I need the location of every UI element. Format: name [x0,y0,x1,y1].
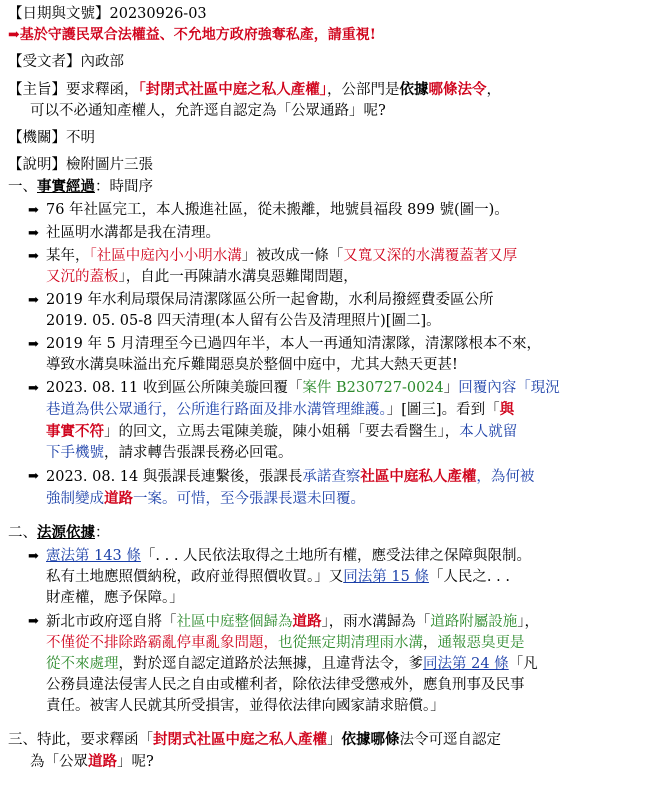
fact-6-line3 [46,421,659,443]
arrow-icon: ➡ [28,203,39,218]
fact-6-e: ，請求轉告張課長務必回電。 [104,445,293,461]
law-2-f: 「凡 [508,656,538,672]
fact-6-c: 」[圖三]。看到「 [386,402,500,418]
list-item [28,290,659,332]
list-item [28,611,659,717]
law-link-24[interactable]: 同法第 24 條 [423,656,509,672]
list-item [28,378,659,464]
fact-6-line4 [46,443,659,464]
fact-7-blue4: 一案。可惜，至今張課長還未回覆。 [133,491,365,507]
fact-6-line2 [46,399,659,421]
fact-6-blue1: 回覆內容「現況 [458,380,560,396]
subject-highlight: 「封閉式社區中庭之私人產權」 [138,81,327,98]
law-2-red2: 不僅從不排除路霸亂停車亂象問題， [46,635,278,651]
law-2-red1: 道路 [292,613,322,630]
law-2-line3 [46,654,659,675]
law-2-c: 」， [517,614,539,630]
list-item [28,223,659,244]
law-2-green3: 也從無定期清理雨水溝 [278,635,423,651]
law-2-line1 [46,611,659,633]
section3-red: 封閉式社區中庭之私人產權 [153,731,327,748]
list-item [28,466,659,510]
law-1-line2 [46,567,659,588]
arrow-icon: ➡ [28,293,39,308]
law-1-line3: 財產權，應予保障。」 [46,590,184,606]
subject-mid: ，公部門是 [327,82,400,98]
note: 【說明】檢附圖片三張 [8,157,153,173]
fact-6-red2: 事實不符 [46,423,104,440]
law-2-green4: 通報惡臭更是 [437,635,525,651]
list-item [28,546,659,609]
fact-6-case: 案件 B230727-0024 [302,380,444,396]
agency: 【機關】不明 [8,130,95,146]
fact-5-line1: 2019 年 5 月清理至今已過四年半，本人一再通知清潔隊，清潔隊根本不來， [46,336,541,352]
doc-id: 【日期與文號】20230926-03 [8,6,207,22]
section2-title [8,522,659,544]
recipient: 【受文者】內政部 [8,54,124,70]
fact-3-c: 」，自此一再陳請水溝臭惡難聞問題， [118,269,358,285]
section3-a: 三、特此，要求釋函「 [8,732,153,748]
fact-3-line1 [46,246,659,267]
fact-3-red3: 又沉的蓋板 [46,269,119,285]
subject-line1 [8,79,659,101]
fact-4-line2: 2019. 05. 05-8 四天清理(本人留有公告及清理照片)[圖二]。 [46,313,441,329]
law-2-green2: 道路附屬設施 [430,614,518,630]
section2-num: 二、 [8,525,37,541]
section1-heading: 事實經過 [37,178,95,195]
section1-num: 一、 [8,179,37,195]
section3-l2red: 道路 [88,753,117,770]
section3-c: 依據哪條 [341,731,400,748]
law-2-line5: 責任。被害人民就其所受損害，並得依法律向國家請求賠償。」 [46,698,445,714]
arrow-icon: ➡ [28,614,39,629]
fact-7-blue1: 承諾查察 [302,469,361,485]
list-item [28,334,659,376]
fact-7-red2: 道路 [104,490,133,507]
law-link-143[interactable]: 憲法第 143 條 [46,548,141,564]
fact-7-red1: 社區中庭私人產權 [360,468,477,485]
fact-7-blue3: 強制變成 [46,491,104,507]
subject-line2: 可以不必通知產權人，允許逕自認定為「公眾通路」呢? [30,103,386,119]
law-2-b: 」，雨水溝歸為「 [321,614,431,630]
law-1-l2a: 私有土地應照價納稅，政府並得照價收買。」又 [46,569,344,585]
law-2-e: ，對於逕自認定道路於法無據，且違背法令，爹 [118,656,423,672]
fact-7-blue2: ，為何被 [476,469,535,485]
fact-6-blue2: 巷道為供公眾通行，公所進行路面及排水溝管理維護。 [46,402,387,418]
fact-7-line2 [46,488,659,510]
section1-heading-post: ：時間序 [95,179,153,195]
fact-6-line1 [46,378,659,399]
fact-3-red2: 又寬又深的水溝覆蓋著又厚 [343,248,518,264]
arrow-icon: ➡ [28,337,39,352]
subject-bold2: 哪條法令 [428,81,487,98]
law-2-line2 [46,633,659,654]
fact-6-b: 」 [443,380,459,396]
section3-l2a: 為「公眾 [30,754,88,770]
law-2-line4: 公務員違法侵害人民之自由或權利者，除依法律受懲戒外，應負刑事及民事 [46,677,525,693]
fact-6-red1: 與 [499,401,515,418]
banner: ➡基於守護民眾合法權益、不允地方政府強奪私產，請重視! [8,27,376,43]
fact-7-line1 [46,466,659,488]
section3-d: 法令可逕自認定 [399,732,501,748]
subject-bold1: 依據 [399,81,429,98]
fact-2: 社區明水溝都是我在清理。 [46,225,220,241]
fact-6-a: 2023. 08. 11 收到區公所陳美璇回覆「 [46,380,303,396]
fact-5-line2: 導致水溝臭味溢出充斥難聞惡臭於整個中庭中，尤其大熱天更甚! [46,357,458,373]
law-1-l2b: 「人民之. . . [428,569,510,585]
law-1-line1 [46,546,659,567]
law-link-15[interactable]: 同法第 15 條 [343,569,429,585]
fact-1: 76 年社區完工，本人搬進社區，從未搬離，地號員福段 899 號(圖一)。 [46,202,509,218]
law-2-green5: 從不來處理 [46,656,119,672]
fact-3-b: 」被改成一條「 [241,248,344,264]
list-item [28,246,659,288]
fact-3-a: 某年， [46,248,90,264]
arrow-icon: ➡ [28,249,39,264]
section3-b: 」 [327,732,342,748]
list-item [28,200,659,221]
section1-title [8,176,659,198]
section3-line2 [8,751,659,773]
subject-post: ， [486,82,501,98]
section3-line1 [8,729,659,751]
fact-3-line2 [46,267,659,288]
section2-heading: 法源依據 [37,524,95,541]
law-2-d: ， [423,635,438,651]
arrow-icon: ➡ [28,381,39,396]
subject-pre: 【主旨】要求釋函， [8,82,139,98]
fact-4-line1: 2019 年水利局環保局清潔隊區公所一起會勘，水利局撥經費委區公所 [46,292,494,308]
arrow-icon: ➡ [28,549,39,564]
arrow-icon: ➡ [28,226,39,241]
fact-3-red1: 「社區中庭內小小明水溝 [89,248,242,264]
fact-6-blue4: 下手機號 [46,445,104,461]
fact-6-d: 」的回文，立馬去電陳美璇，陳小姐稱「要去看醫生」， [104,424,460,440]
section2-heading-post: ： [95,525,110,541]
section3-l2b: 」呢? [117,754,154,770]
arrow-icon: ➡ [28,469,39,484]
fact-7-a: 2023. 08. 14 與張課長連繫後，張課長 [46,469,303,485]
law-2-green1: 社區中庭整個歸為 [176,614,293,630]
law-2-a: 新北市政府逕自將「 [46,614,177,630]
fact-6-blue3: 本人就留 [459,424,518,440]
law-1-a: 「. . . 人民依法取得之土地所有權，應受法律之保障與限制。 [140,548,532,564]
